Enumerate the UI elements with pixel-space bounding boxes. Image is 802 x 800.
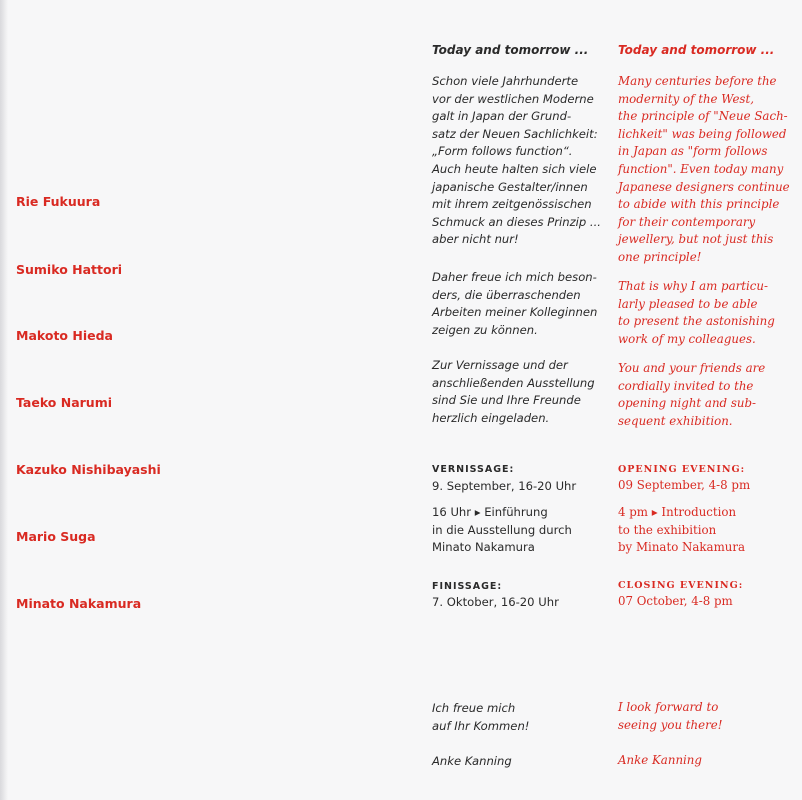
artist-list: [0, 0, 300, 800]
english-intro-paragraph: Many centuries before the modernity of the West, the principle of "Neue Sach- lichkeit" was being followed in Japan as "form follows function". Even today many Japanese designers continue to abide with this principle for their contemporary jewellery, but not just this one principle!: [618, 74, 790, 264]
german-invite-paragraph: Zur Vernissage und der anschließenden Ausstellung sind Sie und Ihre Freunde herzlich eingeladen.: [432, 358, 595, 425]
english-opening-label: OPENING EVENING:: [618, 464, 746, 475]
english-heading: Today and tomorrow ...: [618, 43, 775, 57]
artist-name: Rie Fukuura: [16, 194, 101, 209]
artist-name: Kazuko Nishibayashi: [16, 462, 161, 477]
english-opening-date: 09 September, 4-8 pm: [618, 478, 751, 492]
german-opening-date: 9. September, 16-20 Uhr: [432, 479, 577, 493]
artist-name: Minato Nakamura: [16, 596, 142, 611]
english-column: [618, 0, 794, 800]
german-column: [432, 0, 602, 800]
artist-name: Makoto Hieda: [16, 328, 113, 343]
english-invite-paragraph: You and your friends are cordially invited to the opening night and sub- sequent exhibition.: [618, 361, 766, 428]
artist-name: Mario Suga: [16, 529, 96, 544]
german-closing-label: FINISSAGE:: [432, 581, 503, 592]
german-signature: Anke Kanning: [432, 754, 512, 768]
english-closing-note: I look forward to seeing you there!: [618, 700, 723, 732]
german-intro-talk: 16 Uhr ▸ Einführung in die Ausstellung durch Minato Nakamura: [432, 505, 572, 555]
artist-name: Sumiko Hattori: [16, 262, 123, 277]
german-heading: Today and tomorrow ...: [432, 43, 589, 57]
artist-name: Taeko Narumi: [16, 395, 113, 410]
german-intro-paragraph: Schon viele Jahrhunderte vor der westlichen Moderne galt in Japan der Grund- satz der Neuen Sachlichkeit: „Form follows function“. Auch heute halten sich viele japanische Gestalter/innen mit ihrem zeitgenössischen Schmuck an dieses Prinzip ... aber nicht nur!: [432, 74, 601, 247]
german-pleased-paragraph: Daher freue ich mich beson- ders, die überraschenden Arbeiten meiner Kolleginnen zeigen zu können.: [432, 270, 598, 337]
german-closing-note: Ich freue mich auf Ihr Kommen!: [432, 701, 530, 733]
english-pleased-paragraph: That is why I am particu- larly pleased to be able to present the astonishing work of my colleagues.: [618, 279, 775, 346]
german-opening-label: VERNISSAGE:: [432, 464, 515, 475]
english-signature: Anke Kanning: [618, 753, 702, 767]
german-closing-date: 7. Oktober, 16-20 Uhr: [432, 595, 559, 609]
english-intro-talk: 4 pm ▸ Introduction to the exhibition by Minato Nakamura: [618, 505, 746, 555]
english-closing-label: CLOSING EVENING:: [618, 580, 744, 591]
english-closing-date: 07 October, 4-8 pm: [618, 594, 733, 608]
